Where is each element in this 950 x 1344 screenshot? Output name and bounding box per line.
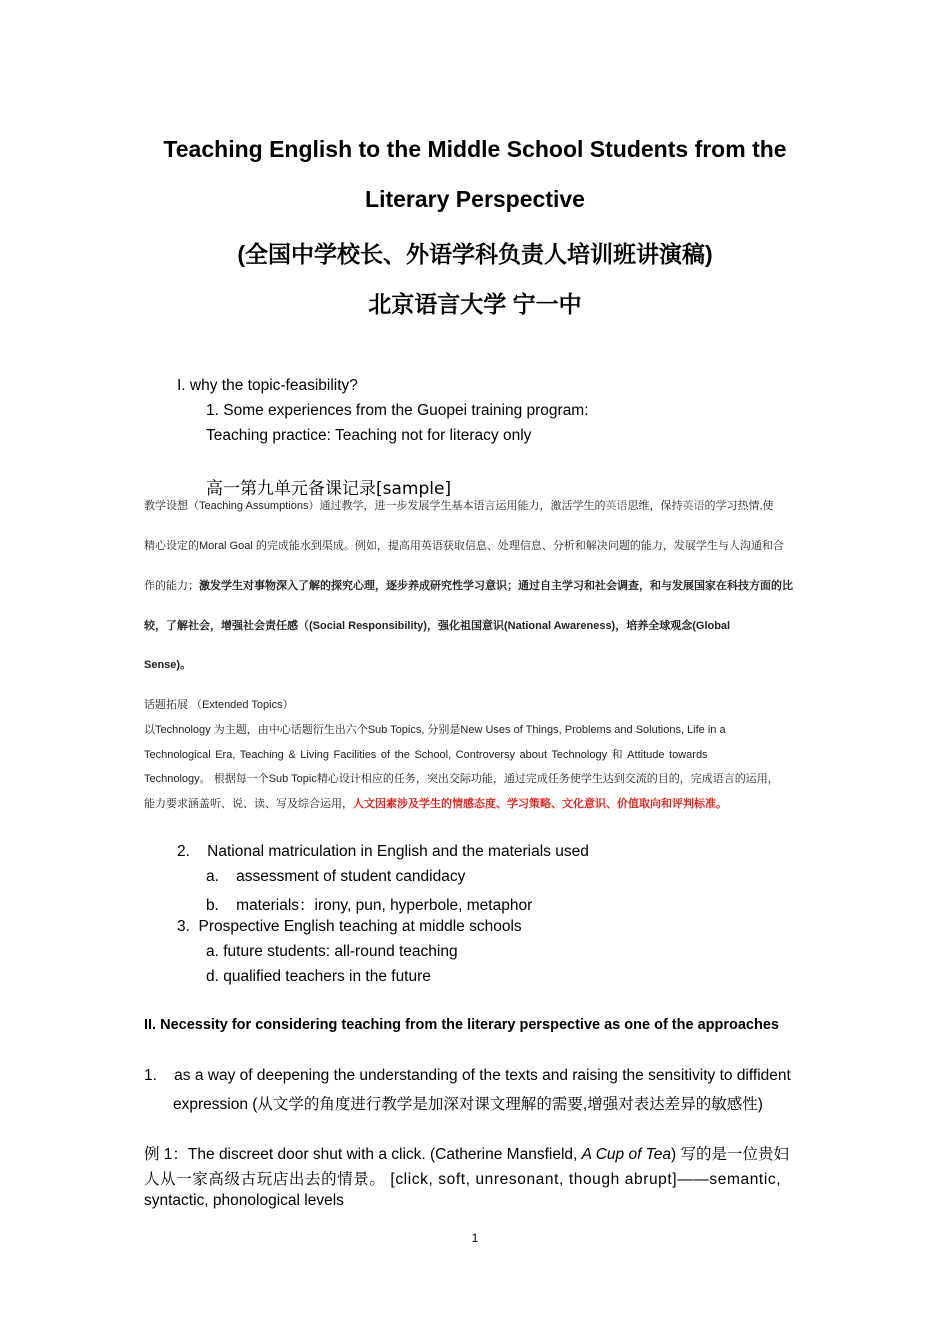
section-2-heading: II. Necessity for considering teaching from the literary perspective as one of the approaches — [144, 1017, 779, 1033]
sample-paragraph-1-line-5: Sense)。 — [144, 659, 192, 671]
section-2-item-1-line-2: expression (从文学的角度进行教学是加深对课文理解的需要,增强对表达差异的敏感性) — [173, 1096, 763, 1113]
title-line-2: Literary Perspective — [365, 186, 585, 212]
section-1-item-1-sub: Teaching practice: Teaching not for literacy only — [206, 427, 532, 444]
sample-paragraph-1-line-3 — [144, 577, 793, 593]
list-item-3a: a. future students: all-round teaching — [206, 943, 458, 960]
list-item-3d: d. qualified teachers in the future — [206, 968, 431, 985]
sample-text-bold: 激发学生对事物深入了解的探究心理，逐步养成研究性学习意识；通过自主学习和社会调查，和与发展国家在科技方面的比 — [199, 580, 793, 592]
section-1-heading: I. why the topic-feasibility? — [177, 377, 358, 394]
author-line: 北京语言大学 宁一中 — [368, 291, 582, 317]
example-1-line-2: 人从一家高级古玩店出去的情景。 [click, soft, unresonant, though abrupt]——semantic, — [144, 1171, 782, 1188]
sample-paragraph-1-line-1 — [144, 497, 774, 513]
sample-paragraph-1-line-4: 较，了解社会，增强社会责任感（(Social Responsibility)，强化祖国意识(National Awareness)，培养全球观念(Global — [144, 620, 731, 632]
example-text: 例 1：The discreet door shut with a click. (Catherine Mansfield, — [144, 1146, 582, 1163]
sample-text-highlight: 人文因素涉及学生的情感态度、学习策略、文化意识、价值取向和评判标准。 — [353, 798, 727, 810]
sample-text: 思维，保持 — [627, 500, 683, 512]
sample-text: 能力要求涵盖听、说、读、写及综合运用， — [144, 798, 353, 810]
extended-topics-line-1: 以Technology 为主题，由中心话题衍生出六个Sub Topics, 分别是New Uses of Things, Problems and Solutions, Life in a — [144, 724, 726, 736]
list-item-2: 2. National matriculation in English and the materials used — [177, 843, 589, 860]
page-number: 1 — [471, 1231, 479, 1245]
example-book-title: A Cup of Tea — [581, 1146, 671, 1163]
section-1-item-1: 1. Some experiences from the Guopei training program: — [206, 402, 589, 419]
example-1-line-3: syntactic, phonological levels — [144, 1192, 344, 1209]
title-subtitle-chinese: (全国中学校长、外语学科负责人培训班讲演稿) — [237, 241, 713, 267]
example-text: ) 写的是一位贵妇 — [670, 1146, 789, 1163]
sample-text: 的学习热情,使 — [704, 500, 774, 512]
list-item-2a: a. assessment of student candidacy — [206, 868, 466, 885]
list-item-3: 3. Prospective English teaching at middle schools — [177, 918, 522, 935]
title-line-1: Teaching English to the Middle School Students from the — [163, 136, 787, 162]
extended-topics-line-4 — [144, 795, 727, 811]
example-1-line-1 — [144, 1142, 789, 1164]
list-item-2b: b. materials：irony, pun, hyperbole, metaphor — [206, 897, 533, 914]
extended-topics-heading: 话题拓展 （Extended Topics） — [144, 699, 294, 711]
extended-topics-line-2: Technological Era, Teaching & Living Facilities of the School, Controversy about Technology 和 Attitude towards — [144, 749, 708, 761]
extended-topics-line-3: Technology。 根据每一个Sub Topic精心设计相应的任务，突出交际功能，通过完成任务使学生达到交流的目的，完成语言的运用， — [144, 773, 779, 785]
sample-paragraph-1-line-2: 精心设定的Moral Goal 的完成能水到渠成。例如，提高用英语获取信息、处理信息、分析和解决问题的能力，发展学生与人沟通和合 — [144, 540, 784, 552]
sample-heading: 高一第九单元备课记录[sample] — [206, 479, 452, 499]
sample-text-english: 英语 — [605, 500, 628, 512]
sample-text: 作的能力； — [144, 580, 199, 592]
sample-text: 教学设想（Teaching Assumptions）通过教学，进一步发展学生基本语言运用能力，激活学生的 — [144, 500, 606, 512]
section-2-item-1-line-1: 1. as a way of deepening the understanding of the texts and raising the sensitivity to diffident — [144, 1067, 791, 1084]
sample-text-english: 英语 — [682, 500, 705, 512]
